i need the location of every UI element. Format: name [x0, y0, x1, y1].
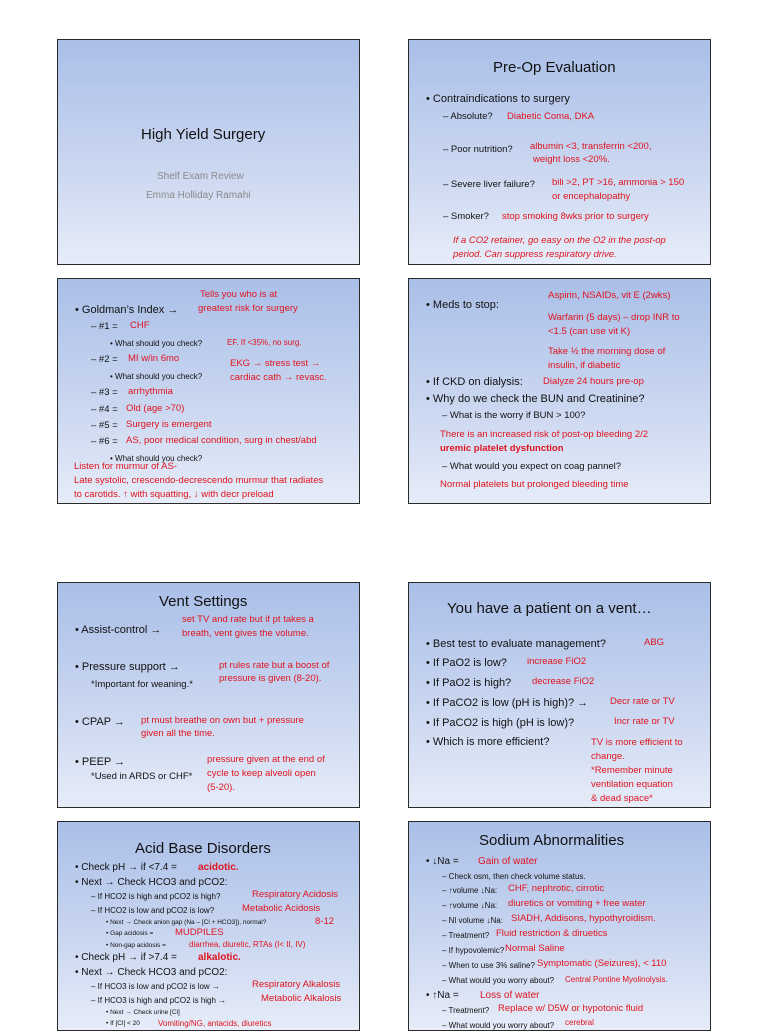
- answer: Incr rate or TV: [614, 716, 675, 727]
- answer: Warfarin (5 days) – drop INR to: [548, 312, 680, 323]
- sub-bullet: – What would you worry about?: [442, 1021, 555, 1030]
- bullet: • Why do we check the BUN and Creatinine?: [426, 393, 645, 405]
- answer: 8-12: [315, 916, 335, 927]
- slide-sodium-abnormalities: [408, 821, 711, 1031]
- answer: or encephalopathy: [552, 191, 631, 202]
- answer: bili >2, PT >16, ammonia > 150: [552, 177, 685, 188]
- bullet: • Next → Check HCO3 and pCO2:: [75, 877, 228, 888]
- answer: Symptomatic (Seizures), < 110: [537, 958, 667, 969]
- bullet: • Assist-control →: [75, 624, 162, 636]
- sub-bullet: – Treatment?: [442, 1006, 490, 1015]
- answer: cardiac cath → revasc.: [230, 372, 327, 383]
- slide-title: [57, 39, 360, 265]
- slide-patient-on-vent: [408, 582, 711, 808]
- answer: uremic platelet dysfunction: [440, 443, 564, 454]
- sub-bullet: – What would you expect on coag pannel?: [442, 461, 622, 472]
- answer: (5-20).: [207, 782, 235, 793]
- sub-sub-bullet: • If [Cl] < 20: [106, 1020, 140, 1027]
- answer: TV is more efficient to: [591, 737, 683, 748]
- answer: cerebral: [565, 1018, 594, 1027]
- answer: SIADH, Addisons, hypothyroidism.: [511, 913, 656, 924]
- answer: <1.5 (can use vit K): [548, 326, 631, 337]
- answer: pressure is given (8-20).: [219, 673, 322, 684]
- answer: MI w/in 6mo: [128, 353, 180, 364]
- answer: There is an increased risk of post-op bleeding 2/2: [440, 429, 649, 440]
- slide-meds-to-stop: [408, 278, 711, 504]
- note: If a CO2 retainer, go easy on the O2 in the post-op: [453, 235, 666, 246]
- sub-bullet: – When to use 3% saline?: [442, 961, 535, 970]
- sub-bullet: – ↑volume ↓Na:: [442, 901, 498, 910]
- slide-heading: Sodium Abnormalities: [479, 832, 625, 849]
- sub-bullet: – Absolute?: [443, 111, 493, 122]
- answer: Replace w/ D5W or hypotonic fluid: [498, 1003, 644, 1014]
- slide-vent-settings: [57, 582, 360, 808]
- annotation: greatest risk for surgery: [198, 303, 298, 314]
- answer: breath, vent gives the volume.: [182, 628, 309, 639]
- answer: Central Pontine Myolinolysis.: [565, 975, 668, 984]
- sub-sub-bullet: • Non-gap acidosis =: [106, 942, 166, 949]
- bullet: • Goldman’s Index →: [75, 304, 179, 316]
- sub-bullet: – If hypovolemic?: [442, 946, 505, 955]
- answer: cycle to keep alveoli open: [207, 768, 316, 779]
- bullet: • Meds to stop:: [426, 299, 499, 311]
- answer: MUDPILES: [175, 927, 224, 938]
- answer: albumin <3, transferrin <200,: [530, 141, 652, 152]
- sub-bullet: – If HCO3 is high and pCO2 is high →: [91, 996, 227, 1005]
- slide-heading: Acid Base Disorders: [135, 840, 271, 857]
- bullet: • Check pH → if <7.4 =: [75, 862, 177, 873]
- bullet: • CPAP →: [75, 716, 125, 728]
- sub-sub-bullet: • Next → Check anion gap (Na – [Cl + HCO3]), normal?: [106, 919, 267, 926]
- bullet: • Contraindications to surgery: [426, 93, 570, 105]
- answer: acidotic.: [198, 862, 239, 873]
- slide-heading: You have a patient on a vent…: [447, 600, 652, 617]
- answer: Decr rate or TV: [610, 696, 675, 707]
- sub-sub-bullet: • What should you check?: [110, 454, 203, 463]
- answer: Metabolic Acidosis: [242, 903, 321, 914]
- slide-title-heading: High Yield Surgery: [141, 126, 266, 143]
- bullet: • If CKD on dialysis:: [426, 376, 523, 388]
- answer: decrease FiO2: [532, 676, 595, 687]
- sub-bullet: – #4 =: [91, 404, 118, 415]
- slide-acid-base-disorders: [57, 821, 360, 1031]
- answer: set TV and rate but if pt takes a: [182, 614, 314, 625]
- answer: Metabolic Alkalosis: [261, 993, 342, 1004]
- answer: increase FiO2: [527, 656, 587, 667]
- note: *Important for weaning.*: [91, 679, 193, 690]
- answer: alkalotic.: [198, 952, 241, 963]
- sub-bullet: – #5 =: [91, 420, 118, 431]
- sub-bullet: – Severe liver failure?: [443, 179, 535, 190]
- answer: Loss of water: [480, 990, 540, 1001]
- answer: Dialyze 24 hours pre-op: [543, 376, 644, 387]
- slide-heading: Pre-Op Evaluation: [493, 59, 616, 76]
- answer: Vomiting/NG, antacids, diuretics: [158, 1019, 272, 1028]
- answer: Diabetic Coma, DKA: [507, 111, 595, 122]
- sub-bullet: – Check osm, then check volume status.: [442, 872, 586, 881]
- answer: insulin, if diabetic: [548, 360, 621, 371]
- answer: Fluid restriction & diruetics: [496, 928, 608, 939]
- answer: Old (age >70): [126, 403, 185, 414]
- sub-bullet: – If HCO2 is high and pCO2 is high?: [91, 892, 221, 901]
- answer: CHF, nephrotic, cirrotic: [508, 883, 605, 894]
- answer: given all the time.: [141, 728, 215, 739]
- sub-bullet: – Nl volume ↓Na:: [442, 916, 503, 925]
- sub-bullet: – #1 =: [91, 321, 118, 332]
- answer: AS, poor medical condition, surg in chest/abd: [126, 435, 317, 446]
- sub-sub-bullet: • Next → Check urine [Cl]: [106, 1009, 180, 1016]
- answer: Respiratory Alkalosis: [252, 979, 341, 990]
- answer: Late systolic, crescendo-decrescendo murmur that radiates: [74, 475, 324, 486]
- bullet: • ↓Na =: [426, 856, 459, 867]
- answer: Aspirin, NSAIDs, vit E (2wks): [548, 290, 671, 301]
- answer: Normal Saline: [505, 943, 565, 954]
- sub-sub-bullet: • What should you check?: [110, 372, 203, 381]
- answer: pressure given at the end of: [207, 754, 325, 765]
- answer: diuretics or vomiting + free water: [508, 898, 646, 909]
- answer: CHF: [130, 320, 150, 331]
- answer: Gain of water: [478, 856, 538, 867]
- sub-bullet: – Poor nutrition?: [443, 144, 513, 155]
- answer: EKG → stress test →: [230, 358, 321, 369]
- bullet: • If PaCO2 is high (pH is low)?: [426, 717, 575, 729]
- bullet: • ↑Na =: [426, 990, 459, 1001]
- bullet: • PEEP →: [75, 756, 126, 768]
- answer: pt rules rate but a boost of: [219, 660, 330, 671]
- sub-bullet: – What is the worry if BUN > 100?: [442, 410, 586, 421]
- slide-heading: Vent Settings: [159, 593, 248, 610]
- sub-bullet: – #3 =: [91, 387, 118, 398]
- answer: stop smoking 8wks prior to surgery: [502, 211, 649, 222]
- answer: Take ½ the morning dose of: [548, 346, 666, 357]
- slide-subtitle: Shelf Exam Review: [157, 171, 244, 182]
- bullet: • Best test to evaluate management?: [426, 638, 606, 650]
- answer: Respiratory Acidosis: [252, 889, 339, 900]
- answer: weight loss <20%.: [533, 154, 610, 165]
- bullet: • Which is more efficient?: [426, 736, 550, 748]
- bullet: • Next → Check HCO3 and pCO2:: [75, 967, 228, 978]
- bullet: • If PaCO2 is low (pH is high)? →: [426, 697, 589, 709]
- slide-goldmans-index: [57, 278, 360, 504]
- slide-pre-op-evaluation: [408, 39, 711, 265]
- sub-bullet: – ↑volume ↓Na:: [442, 886, 498, 895]
- answer: to carotids. ↑ with squatting, ↓ with decr preload: [74, 489, 274, 500]
- answer: ABG: [644, 637, 665, 648]
- answer: change.: [591, 751, 625, 762]
- answer: Surgery is emergent: [126, 419, 212, 430]
- answer: arrhythmia: [128, 386, 173, 397]
- bullet: • If PaO2 is low?: [426, 657, 507, 669]
- bullet: • If PaO2 is high?: [426, 677, 512, 689]
- answer: & dead space*: [591, 793, 653, 804]
- annotation: Tells you who is at: [200, 289, 278, 300]
- sub-bullet: – If HCO3 is low and pCO2 is low →: [91, 982, 220, 991]
- answer: EF. If <35%, no surg.: [227, 338, 302, 347]
- sub-bullet: – What would you worry about?: [442, 976, 555, 985]
- answer: Listen for murmur of AS-: [74, 461, 177, 472]
- bullet: • Pressure support →: [75, 661, 180, 673]
- note: *Used in ARDS or CHF*: [91, 771, 193, 782]
- sub-bullet: – #6 =: [91, 436, 118, 447]
- answer: diarrhea, diuretic, RTAs (I< II, IV): [189, 940, 306, 949]
- answer: Normal platelets but prolonged bleeding time: [440, 479, 629, 490]
- slide-author: Emma Holliday Ramahi: [146, 190, 251, 201]
- bullet: • Check pH → if >7.4 =: [75, 952, 177, 963]
- sub-bullet: – #2 =: [91, 354, 118, 365]
- sub-sub-bullet: • What should you check?: [110, 339, 203, 348]
- sub-sub-bullet: • Gap acidosis =: [106, 930, 154, 937]
- answer: *Remember minute: [591, 765, 673, 776]
- answer: pt must breathe on own but + pressure: [141, 715, 304, 726]
- answer: ventilation equation: [591, 779, 673, 790]
- sub-bullet: – If HCO2 is low and pCO2 is low?: [91, 906, 215, 915]
- note: period. Can suppress respiratory drive.: [453, 249, 617, 260]
- sub-bullet: – Treatment?: [442, 931, 490, 940]
- sub-bullet: – Smoker?: [443, 211, 489, 222]
